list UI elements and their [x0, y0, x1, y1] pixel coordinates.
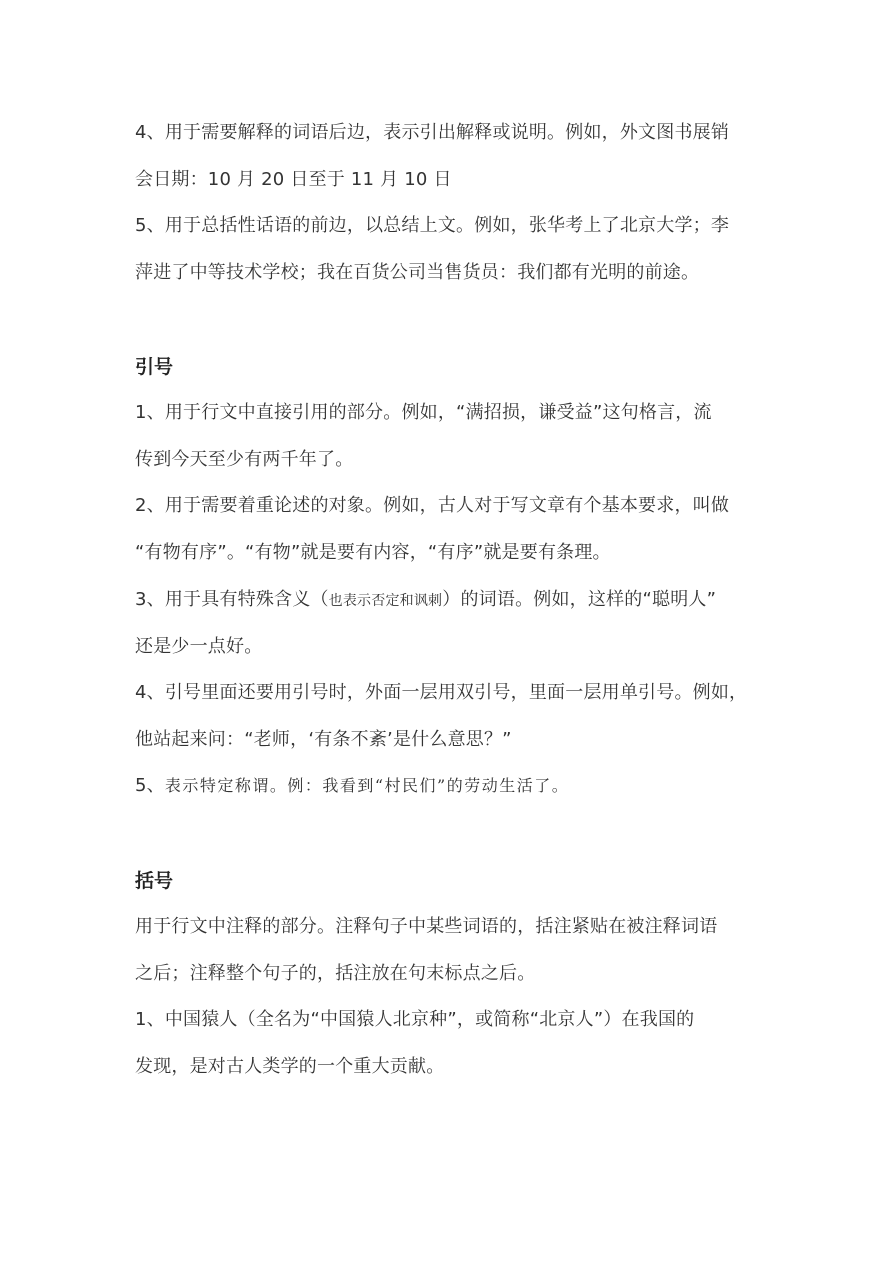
quote-item3-text-c: ）的词语。例如，这样的“聪明人”: [442, 589, 717, 610]
quote-item2-line1: 2、用于需要着重论述的对象。例如，古人对于写文章有个基本要求，叫做: [135, 495, 730, 516]
quote-item2-line2: “有物有序”。“有物”就是要有内容，“有序”就是要有条理。: [135, 542, 611, 563]
quote-item4-line2: 他站起来问：“老师，‘有条不紊’是什么意思？”: [135, 729, 512, 750]
colon-item4-line1: 4、用于需要解释的词语后边，表示引出解释或说明。例如，外文图书展销: [135, 122, 730, 143]
quote-item3-parenthetical: 也表示否定和讽刺: [328, 593, 443, 609]
quote-item3-text-a: 3、用于具有特殊含义（: [135, 589, 329, 610]
bracket-heading: 括号: [135, 870, 174, 892]
bracket-item1-line1: 1、中国猿人（全名为“中国猿人北京种”，或简称“北京人”）在我国的: [135, 1009, 695, 1030]
quote-item5-line: [135, 774, 569, 798]
quote-item5-number: 5、: [135, 775, 165, 796]
colon-item5-line2: 萍进了中等技术学校；我在百货公司当售货员：我们都有光明的前途。: [135, 262, 700, 283]
colon-item5-line1: 5、用于总括性话语的前边，以总结上文。例如，张华考上了北京大学；李: [135, 215, 730, 236]
colon-item4-line2: 会日期：10 月 20 日至于 11 月 10 日: [135, 169, 452, 190]
bracket-intro-line1: 用于行文中注释的部分。注释句子中某些词语的，括注紧贴在被注释词语: [135, 916, 718, 937]
quote-item5-text: 表示特定称谓。例：我看到“村民们”的劳动生活了。: [164, 776, 570, 795]
quote-item1-line2: 传到今天至少有两千年了。: [135, 449, 354, 470]
quote-item1-line1: 1、用于行文中直接引用的部分。例如，“满招损，谦受益”这句格言，流: [135, 402, 712, 423]
quote-item3-line1: [135, 588, 716, 613]
quote-item3-line2: 还是少一点好。: [135, 636, 263, 657]
bracket-intro-line2: 之后；注释整个句子的，括注放在句末标点之后。: [135, 963, 536, 984]
quote-heading: 引号: [135, 356, 174, 378]
quote-item4-line1: 4、引号里面还要用引号时，外面一层用双引号，里面一层用单引号。例如，: [135, 682, 748, 703]
bracket-item1-line2: 发现，是对古人类学的一个重大贡献。: [135, 1056, 445, 1077]
